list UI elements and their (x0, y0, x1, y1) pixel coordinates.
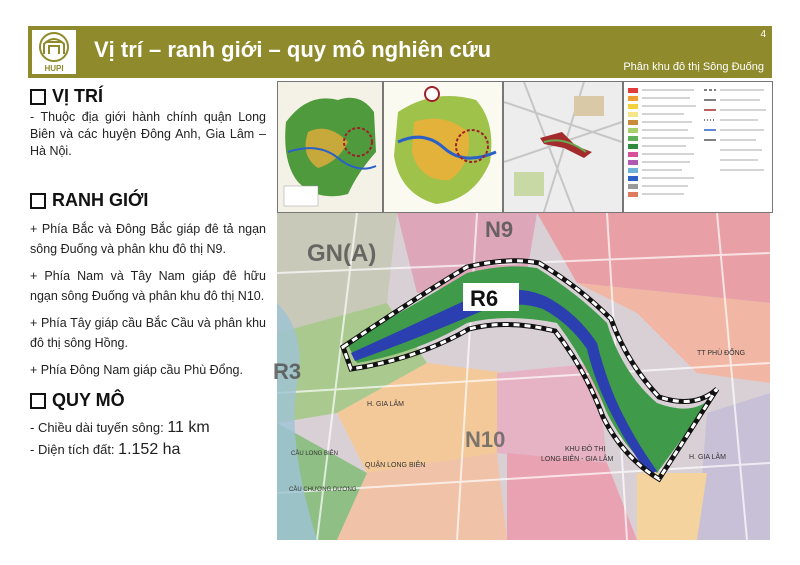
place-label: QUẬN LONG BIÊN (365, 462, 426, 469)
region-map-thumbnail (277, 81, 383, 213)
river-length-row (30, 417, 266, 439)
logo-text: HUPI (44, 64, 64, 73)
place-label: TT PHÙ ĐỔNG (697, 350, 746, 357)
place-label: LONG BIÊN - GIA LÂM (541, 456, 614, 463)
ranh-gioi-item: + Phía Đông Nam giáp cầu Phù Đổng. (30, 363, 243, 377)
place-label: H. GIA LÂM (689, 454, 726, 461)
ranh-gioi-item: + Phía Nam và Tây Nam giáp đê hữu ngạn sông Đuống và phân khu đô thị N10. (30, 269, 266, 303)
land-area-label: - Diện tích đất: (30, 442, 115, 457)
place-label: H. GIA LÂM (367, 401, 404, 408)
logo-emblem-icon (32, 30, 76, 66)
land-area-value: 1.152 ha (118, 441, 181, 458)
ranh-gioi-heading (30, 190, 266, 211)
header-bar (28, 26, 772, 78)
quy-mo-heading (30, 390, 266, 411)
ranh-gioi-heading-text: RANH GIỚI (52, 190, 149, 210)
main-zoning-map (273, 213, 770, 540)
ranh-gioi-list (30, 219, 266, 380)
checkbox-bullet-icon (30, 193, 46, 209)
hupi-logo (32, 30, 76, 74)
land-area-row (30, 439, 266, 461)
text-column (30, 86, 266, 461)
zone-label: N9 (485, 217, 514, 242)
quy-mo-heading-text: QUY MÔ (52, 390, 125, 410)
page-number: 4 (760, 29, 766, 40)
zone-label: N10 (465, 427, 506, 452)
place-label: KHU ĐÔ THỊ (565, 446, 606, 453)
checkbox-bullet-icon (30, 393, 46, 409)
city-map-thumbnail (383, 81, 503, 213)
river-length-label: - Chiều dài tuyến sông: (30, 420, 164, 435)
zone-label: R6 (470, 286, 499, 311)
site-map-thumbnail (503, 81, 623, 213)
vi-tri-text: - Thuộc địa giới hành chính quận Long Biên và các huyện Đông Anh, Gia Lâm – Hà Nội. (30, 110, 266, 158)
checkbox-bullet-icon (30, 89, 46, 105)
river-length-value: 11 km (167, 419, 210, 436)
vi-tri-heading (30, 86, 266, 107)
zone-label: GN(A) (307, 240, 377, 267)
place-label: CẦU LONG BIÊN (291, 451, 339, 457)
quy-mo-stats (30, 417, 266, 461)
place-label: CẦU CHƯƠNG DƯƠNG (289, 487, 357, 493)
ranh-gioi-item: + Phía Tây giáp cầu Bắc Cầu và phân khu đô thị sông Hồng. (30, 316, 266, 350)
page-title: Vị trí – ranh giới – quy mô nghiên cứu (94, 37, 492, 62)
ranh-gioi-item: + Phía Bắc và Đông Bắc giáp đê tả ngạn sông Đuống và phân khu đô thị N9. (30, 222, 266, 256)
zone-label: R3 (273, 359, 302, 384)
map-legend-panel (623, 81, 773, 213)
page-subtitle: Phân khu đô thị Sông Đuống (623, 61, 764, 73)
vi-tri-heading-text: VỊ TRÍ (52, 86, 104, 106)
